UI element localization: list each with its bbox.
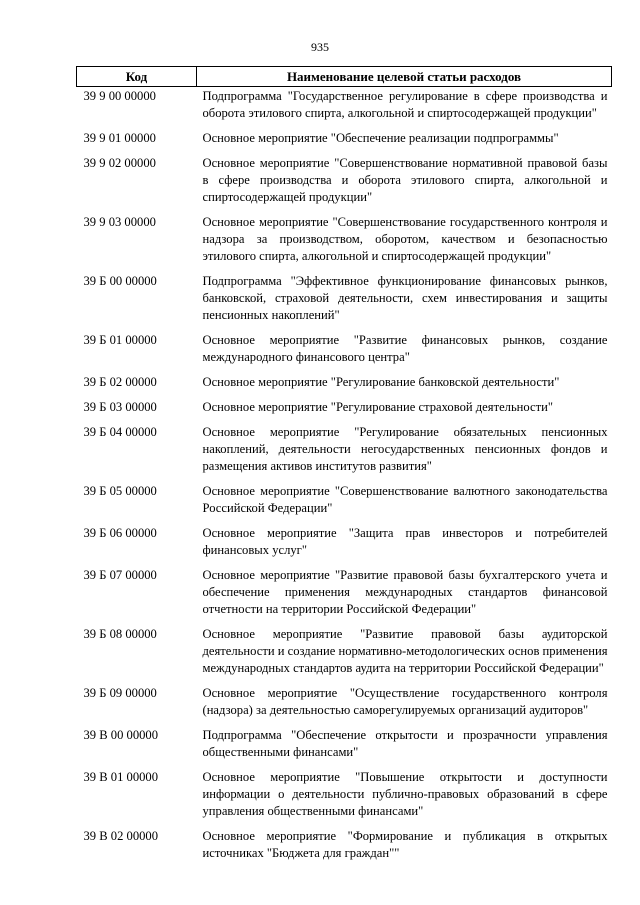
row-code: 39 Б 00 00000 (83, 274, 157, 288)
page-number: 935 (311, 40, 329, 54)
table-row (77, 566, 612, 625)
table-row (77, 331, 612, 373)
table-row (77, 154, 612, 213)
table-row (77, 482, 612, 524)
budget-table (76, 66, 612, 869)
row-code: 39 В 01 00000 (83, 770, 159, 784)
table-header-row (77, 67, 612, 87)
row-code: 39 Б 03 00000 (83, 400, 157, 414)
table-row (77, 87, 612, 130)
budget-table-container (76, 66, 612, 869)
row-name: Основное мероприятие "Регулирование обязательных пенсионных накоплений, деятельности негосударственных пенсионных фондов и размещения активов институтов развития" (202, 425, 608, 473)
table-row (77, 272, 612, 331)
row-name: Основное мероприятие "Развитие финансовых рынков, создание международного финансового центра" (202, 333, 608, 364)
table-row (77, 423, 612, 482)
row-name: Основное мероприятие "Совершенствование нормативной правовой базы в сфере производства и оборота этилового спирта, алкогольной и спиртосодержащей продукции" (202, 156, 608, 204)
row-code: 39 Б 04 00000 (83, 425, 157, 439)
row-code: 39 9 02 00000 (83, 156, 156, 170)
table-row (77, 398, 612, 423)
table-body (77, 87, 612, 870)
row-name: Основное мероприятие "Защита прав инвесторов и потребителей финансовых услуг" (202, 526, 608, 557)
table-row (77, 373, 612, 398)
table-row (77, 827, 612, 869)
row-code: 39 Б 01 00000 (83, 333, 157, 347)
table-row (77, 768, 612, 827)
row-name: Основное мероприятие "Развитие правовой базы бухгалтерского учета и обеспечение применения международных стандартов финансовой отчетности на территории Российской Федерации" (202, 568, 608, 616)
table-row (77, 213, 612, 272)
row-name: Основное мероприятие "Обеспечение реализации подпрограммы" (202, 131, 559, 145)
row-code: 39 Б 08 00000 (83, 627, 157, 641)
table-row (77, 625, 612, 684)
row-name: Основное мероприятие "Совершенствование валютного законодательства Российской Федерации" (202, 484, 608, 515)
row-code: 39 Б 02 00000 (83, 375, 157, 389)
row-code: 39 Б 06 00000 (83, 526, 157, 540)
table-row (77, 524, 612, 566)
table-row (77, 726, 612, 768)
row-name: Подпрограмма "Обеспечение открытости и прозрачности управления общественными финансами" (202, 728, 608, 759)
row-name: Подпрограмма "Государственное регулирование в сфере производства и оборота этилового спирта, алкогольной и спиртосодержащей продукции" (202, 89, 608, 120)
row-code: 39 9 00 00000 (83, 89, 156, 103)
table-row (77, 129, 612, 154)
row-code: 39 В 00 00000 (83, 728, 159, 742)
row-name: Подпрограмма "Эффективное функционирование финансовых рынков, банковской, страховой деятельности, схем инвестирования и защиты пенсионных накоплений" (202, 274, 608, 322)
row-name: Основное мероприятие "Регулирование страховой деятельности" (202, 400, 554, 414)
row-code: 39 9 01 00000 (83, 131, 156, 145)
row-name: Основное мероприятие "Осуществление государственного контроля (надзора) за деятельностью саморегулируемых организаций аудиторов" (202, 686, 608, 717)
row-code: 39 В 02 00000 (83, 829, 159, 843)
row-name: Основное мероприятие "Повышение открытости и доступности информации о деятельности публично-правовых образований в сфере управления общественными финансами" (202, 770, 608, 818)
row-name: Основное мероприятие "Формирование и публикация в открытых источниках "Бюджета для граждан"" (202, 829, 608, 860)
row-code: 39 9 03 00000 (83, 215, 156, 229)
row-code: 39 Б 07 00000 (83, 568, 157, 582)
header-name: Наименование целевой статьи расходов (197, 67, 612, 87)
row-code: 39 Б 09 00000 (83, 686, 157, 700)
row-code: 39 Б 05 00000 (83, 484, 157, 498)
row-name: Основное мероприятие "Совершенствование государственного контроля и надзора за производством, оборотом, качеством и безопасностью этилового спирта, алкогольной и спиртосодержащей продукции" (202, 215, 608, 263)
row-name: Основное мероприятие "Развитие правовой базы аудиторской деятельности и создание нормативно-методологических основ применения международных стандартов аудита на территории Российской Федерации" (202, 627, 608, 675)
table-row (77, 684, 612, 726)
header-code: Код (77, 67, 197, 87)
row-name: Основное мероприятие "Регулирование банковской деятельности" (202, 375, 560, 389)
